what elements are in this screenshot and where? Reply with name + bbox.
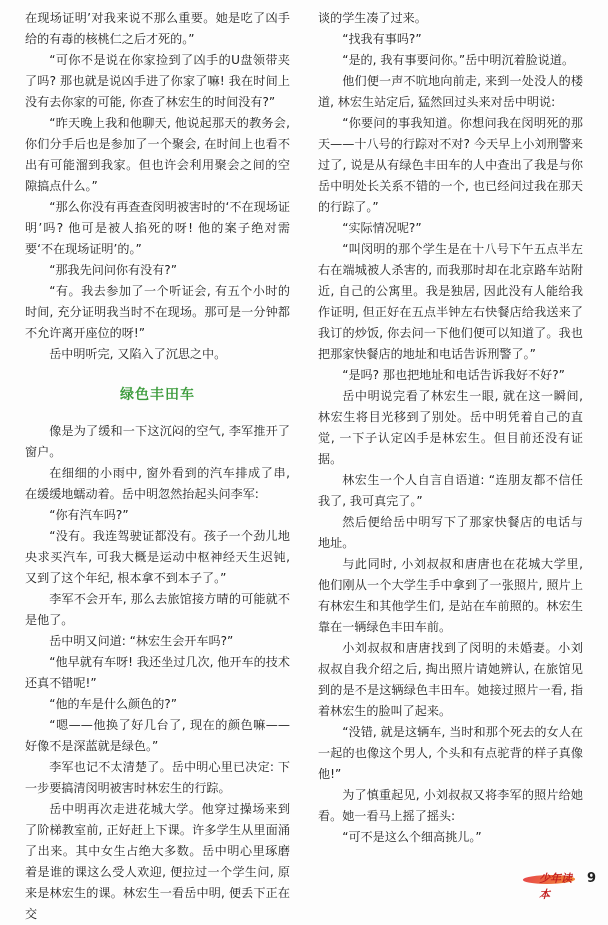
paragraph: “那么你没有再查查闵明被害时的‘不在现场证明’吗? 他可是被人掐死的呀! 他的案子绝对需要‘不在现场证明’的。” [25,200,290,256]
left-paragraphs-before [25,8,290,365]
right-column [318,8,583,848]
paragraph: “找我有事吗?” [342,32,422,46]
paragraph: “是吗? 那也把地址和电话告诉我好不好?” [342,368,565,382]
paragraph: 他们便一声不吭地向前走, 来到一处没人的楼道, 林宏生站定后, 猛然回过头来对岳中明说: [318,74,583,109]
paragraph: 岳中明说完看了林宏生一眼, 就在这一瞬间, 林宏生将目光移到了别处。岳中明凭着自己的直觉, 一下子认定凶手是林宏生。但目前还没有证据。 [318,389,583,466]
section-title: 绿色丰田车 [120,387,195,403]
paragraph: 小刘叔叔和唐唐找到了闵明的未婚妻。小刘叔叔自我介绍之后, 掏出照片请她辨认, 在旅馆见到的是不是这辆绿色丰田车。她接过照片一看, 指着林宏生的脸叫了起来。 [318,641,583,718]
paragraph: “没有。我连驾驶证都没有。孩子一个劲儿地央求买汽车, 可我大概是运动中枢神经天生迟钝, 又到了这个年纪, 根本拿不到本子了。” [25,529,290,585]
paragraph: 然后便给岳中明写下了那家快餐店的电话与地址。 [318,515,583,550]
paragraph: “实际情况呢?” [342,221,422,235]
paragraph: 李军也记不太清楚了。岳中明心里已决定: 下一步要搞清闵明被害时林宏生的行踪。 [25,760,290,795]
paragraph: “没错, 就是这辆车, 当时和那个死去的女人在一起的也像这个男人, 个头和有点驼背的样子真像他!” [318,725,583,781]
page-footer [523,869,596,901]
paragraph: “嗯——他换了好几台了, 现在的颜色嘛——好像不是深蓝就是绿色。” [25,718,290,753]
magazine-logo [523,869,581,901]
paragraph: 在细细的小雨中, 窗外看到的汽车排成了串, 在缓缓地蠕动着。岳中明忽然抬起头问李军: [25,466,290,501]
paragraph: 谈的学生凑了过来。 [318,11,427,25]
paragraph: 岳中明又问道: “林宏生会开车吗?” [49,634,234,648]
paragraph: “昨天晚上我和他聊天, 他说起那天的教务会, 你们分手后也是参加了一个聚会, 在时间上也看不出有可能溜到我家。但也许会利用聚会之间的空隙搞点什么。” [25,116,290,193]
paragraph: “叫闵明的那个学生是在十八号下午五点半左右在端城被人杀害的, 而我那时却在北京路车站附近, 自己的公寓里。我是独居, 因此没有人能给我作证明, 但正好在五点半钟左右快餐店给我送来了我订的炒饭, 你去问一下他们便可以知道了。我也把那家快餐店的地址和电话告诉刑警了。” [318,242,583,361]
paragraph: “他的车是什么颜色的?” [49,697,177,711]
paragraph: 为了慎重起见, 小刘叔叔又将李军的照片给她看。她一看马上摇了摇头: [318,788,583,823]
paragraph: “可不是这么个细高挑儿。” [342,830,482,844]
paragraph: “你要问的事我知道。你想问我在闵明死的那天——十八号的行踪对不对? 今天早上小刘刑警来过了, 说是从有绿色丰田车的人中查出了我是与你岳中明处长关系不错的一个, 也已经问过我在那天的行踪了。” [318,116,583,214]
paragraph: 与此同时, 小刘叔叔和唐唐也在花城大学里, 他们刚从一个大学生手中拿到了一张照片, 照片上有林宏生和其他学生们, 是站在车前照的。林宏生靠在一辆绿色丰田车前。 [318,557,583,634]
paragraph: 岳中明听完, 又陷入了沉思之中。 [49,347,227,361]
left-column [25,8,290,925]
paragraph: “是的, 我有事要问你。”岳中明沉着脸说道。 [342,53,575,67]
right-paragraphs [318,8,583,848]
paragraph: 林宏生一个人自言自语道: “连朋友都不信任我了, 我可真完了。” [318,473,583,508]
paragraph: “可你不是说在你家捡到了凶手的U盘领带夹了吗? 那也就是说凶手进了你家了嘛! 我在时间上没有去你家的可能, 你查了林宏生的时间没有?” [25,53,290,109]
paragraph: “那我先问问你有没有?” [49,263,177,277]
page-number: 9 [586,870,596,886]
paragraph: “你有汽车吗?” [49,508,129,522]
paragraph: 在现场证明’对我来说不那么重要。她是吃了凶手给的有毒的核桃仁之后才死的。” [25,11,290,46]
left-paragraphs-after [25,421,290,925]
paragraph: 岳中明再次走进花城大学。他穿过操场来到了阶梯教室前, 正好赶上下课。许多学生从里面涌了出来。其中女生占绝大多数。岳中明心里琢磨着是谁的课这么受人欢迎, 便拉过一个学生问, 原来是林宏生的课。林宏生一看岳中明, 便丢下正在交 [25,802,290,921]
logo-text: 少年读本 [538,872,572,901]
paragraph: “他早就有车呀! 我还坐过几次, 他开车的技术还真不错呢!” [25,655,290,690]
paragraph: “有。我去参加了一个听证会, 有五个小时的时间, 充分证明我当时不在现场。那可是一分钟都不允许离开座位的呀!” [25,284,290,340]
paragraph: 李军不会开车, 那么去旅馆接方晴的可能就不是他了。 [25,592,290,627]
paragraph: 像是为了缓和一下这沉闷的空气, 李军推开了窗户。 [25,424,290,459]
